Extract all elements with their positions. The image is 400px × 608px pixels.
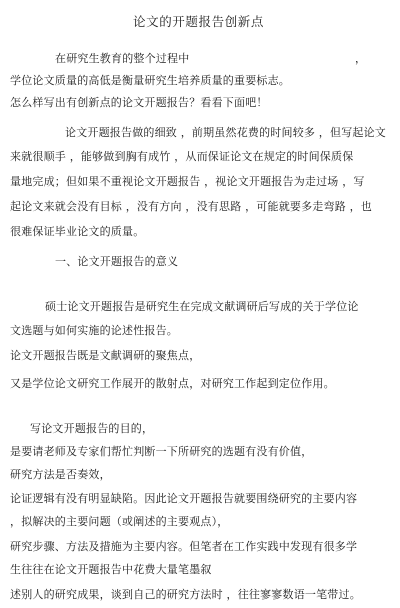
text-line: 研究方法是否奏效， [10, 468, 111, 481]
text-line: 论文开题报告既是文献调研的聚焦点， [10, 349, 201, 362]
text-line: 又是学位论文研究工作展开的散射点，对研究工作起到定位作用。 [10, 377, 335, 390]
text-line: 很难保证毕业论文的质量。 [10, 225, 145, 238]
page-title: 论文的开题报告创新点 [133, 14, 265, 29]
text-line: 量地完成；但如果不重视论文开题报告 ，视论文开题报告为走过场 ，写 [10, 175, 365, 188]
text-line: 来就很顺手 ，能够做到胸有成竹 ，从而保证论文在规定的时间保质保 [10, 150, 354, 163]
text-line: 起论文来就会没有目标 ，没有方向 ，没有思路 ，可能就要多走弯路 ，也 [10, 200, 372, 213]
text-line: 文选题与如何实施的论述性报告。 [10, 324, 178, 337]
text-line: ， [355, 52, 367, 65]
text-line: 写论文开题报告的目的， [30, 422, 154, 435]
text-line: 论文开题报告做的细致 ，前期虽然花费的时间较多 ，但写起论文 [65, 126, 386, 139]
text-line: 论证逻辑有没有明显缺陷。因此论文开题报告就要围绕研究的主要内容 [10, 492, 358, 505]
text-line: 在研究生教育的整个过程中 [55, 52, 190, 65]
text-line: 生往往在论文开题报告中花费大量笔墨叙 [10, 563, 212, 576]
text-line: 怎么样写出有创新点的论文开题报告？看看下面吧！ [10, 96, 268, 109]
text-line: ，拟解决的主要问题（或阐述的主要观点）， [10, 515, 229, 528]
text-line: 述别人的研究成果，谈到自己的研究方法时 ，往往寥寥数语一笔带过。 [10, 588, 361, 601]
text-line: 是要请老师及专家们帮忙判断一下所研究的选题有没有价值， [10, 445, 313, 458]
text-line: 研究步骤、方法及措施为主要内容。但笔者在工作实践中发现有很多学 [10, 540, 358, 553]
text-line: 硕士论文开题报告是研究生在完成文献调研后写成的关于学位论 [45, 300, 359, 313]
section-heading: 一、论文开题报告的意义 [55, 255, 179, 268]
text-line: 学位论文质量的高低是衡量研究生培养质量的重要标志。 [10, 74, 290, 87]
